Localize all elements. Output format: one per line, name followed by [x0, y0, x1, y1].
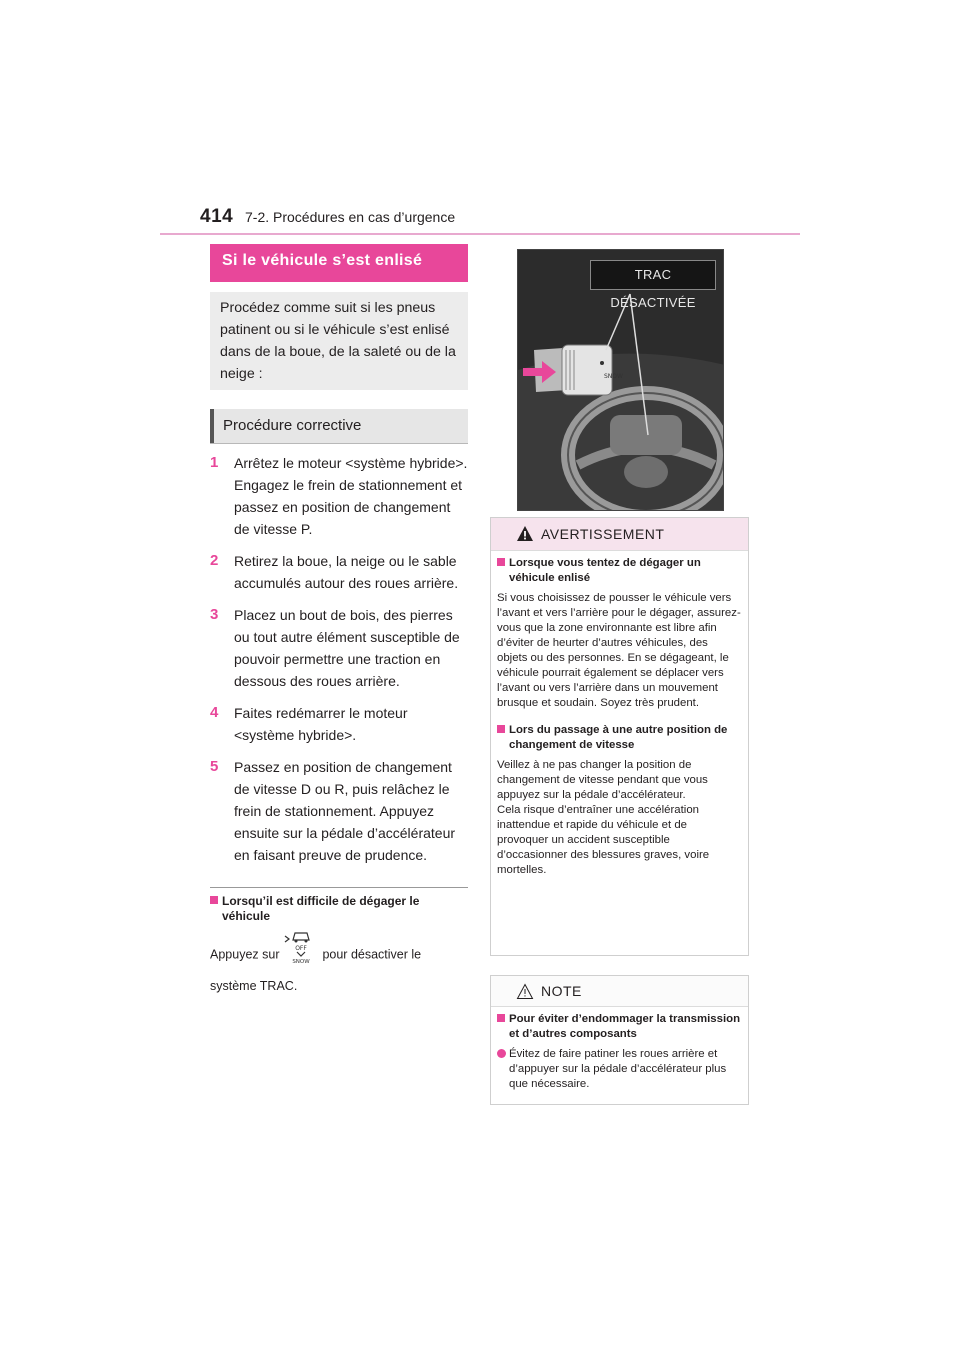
svg-text:OFF: OFF — [295, 945, 307, 952]
trac-text-before: Appuyez sur — [210, 947, 280, 962]
square-bullet-icon — [497, 558, 505, 566]
note-body — [497, 1012, 741, 1092]
difficult-title: Lorsqu’il est difficile de dégager le véhicule — [222, 894, 420, 923]
step-text: Passez en position de changement de vitesse D ou R, puis relâchez le frein de stationnement. Appuyez ensuite sur la pédale d’accélérateur en faisant preuve de prudence. — [234, 759, 456, 863]
svg-text:SNOW: SNOW — [604, 373, 623, 380]
procedure-title: Procédure corrective — [223, 417, 362, 434]
trac-instruction — [210, 938, 468, 1000]
step-1 — [210, 452, 468, 540]
main-title: Si le véhicule s’est enlisé — [222, 252, 423, 269]
page-number: 414 — [200, 206, 234, 227]
note-header — [491, 976, 748, 1007]
step-number: 4 — [210, 704, 219, 721]
step-text: Arrêtez le moteur <système hybride>. Engagez le frein de stationnement et passez en position de changement de vitesse P. — [234, 455, 468, 537]
svg-text:SNOW: SNOW — [292, 959, 310, 964]
warning-item-title: Lorsque vous tentez de dégager un véhicule enlisé — [497, 556, 741, 586]
step-3 — [210, 604, 468, 692]
warning-item-title: Lors du passage à une autre position de changement de vitesse — [497, 723, 741, 753]
difficult-heading — [210, 894, 468, 924]
note-box — [490, 975, 749, 1105]
steps-list — [210, 452, 468, 876]
header-rule — [160, 233, 800, 235]
procedure-title-bar — [210, 409, 468, 444]
trac-off-switch-icon — [283, 930, 319, 964]
trac-text-after: pour désactiver le système TRAC. — [210, 947, 422, 993]
step-number: 5 — [210, 758, 219, 775]
intro-box — [210, 292, 468, 390]
step-text: Placez un bout de bois, des pierres ou tout autre élément susceptible de pouvoir permettre une traction en dessous des roues arrière. — [234, 607, 460, 689]
note-item-text: Évitez de faire patiner les roues arrière et d’appuyer sur la pédale d’accélérateur plus que nécessaire. — [497, 1047, 741, 1092]
intro-text: Procédez comme suit si les pneus patinent ou si le véhicule s’est enlisé dans de la boue, de la saleté ou de la neige : — [220, 300, 456, 382]
caution-triangle-icon — [516, 983, 534, 1000]
square-bullet-icon — [497, 725, 505, 733]
warning-header — [491, 518, 748, 551]
steering-wheel-illustration — [517, 249, 724, 511]
section-title: 7-2. Procédures en cas d’urgence — [245, 209, 456, 225]
warning-triangle-icon — [516, 525, 534, 542]
warning-box — [490, 517, 749, 956]
step-text: Retirez la boue, la neige ou le sable accumulés autour des roues arrière. — [234, 553, 459, 591]
step-5 — [210, 756, 468, 866]
step-2 — [210, 550, 468, 594]
note-item-title: Pour éviter d’endommager la transmission et d’autres composants — [497, 1012, 741, 1042]
step-number: 3 — [210, 606, 219, 623]
warning-item-text: Cela risque d’entraîner une accélération inattendue et rapide du véhicule et de provoquer un accident susceptible d’occasionner des blessures graves, voire mortelles. — [497, 804, 710, 876]
step-text: Faites redémarrer le moteur <système hybride>. — [234, 705, 408, 743]
warning-item-text: Veillez à ne pas changer la position de changement de vitesse pendant que vous appuyez sur la pédale d’accélérateur. — [497, 759, 708, 801]
warning-heading: AVERTISSEMENT — [541, 526, 665, 542]
main-title-bar — [210, 244, 468, 282]
warning-body — [497, 556, 741, 878]
step-number: 1 — [210, 454, 219, 471]
warning-item-text: Si vous choisissez de pousser le véhicule vers l’avant et vers l’arrière pour le dégager, assurez-vous que la zone environnante est libre afin d’éviter de heurter d’autres véhicules, des objets ou des personnes. En se dégageant, le véhicule pourrait également se déplacer vers l’avant ou vers l’arrière dans un mouvement brusque et soudain. Soyez très prudent. — [497, 592, 741, 709]
square-bullet-icon — [497, 1014, 505, 1022]
square-bullet-icon — [210, 896, 218, 904]
divider — [210, 887, 468, 888]
step-number: 2 — [210, 552, 219, 569]
round-bullet-icon — [497, 1049, 506, 1058]
trac-display-label: TRAC DÉSACTIVÉE — [590, 260, 716, 290]
note-heading: NOTE — [541, 983, 582, 999]
step-4 — [210, 702, 468, 746]
